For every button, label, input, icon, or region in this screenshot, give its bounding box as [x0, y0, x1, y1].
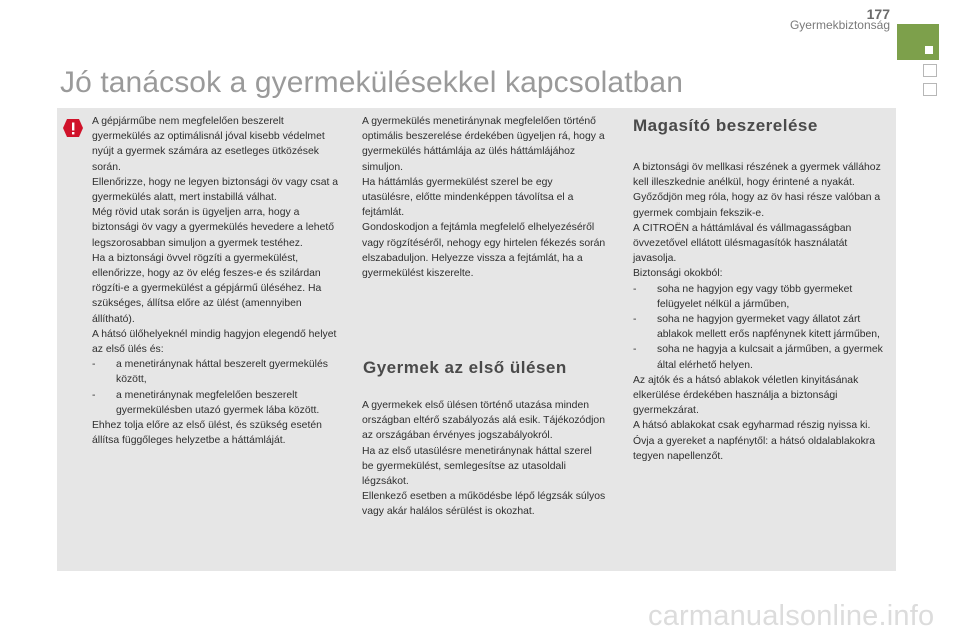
- paragraph: Ha háttámlás gyermekülést szerel be egy utasülésre, előtte mindenképpen távolítsa el a fejtámlát.: [362, 176, 574, 219]
- paragraph: Ellenőrizze, hogy ne legyen biztonsági öv vagy csat a gyermekülés alatt, mert instabillá válhat.: [92, 176, 339, 204]
- paragraph: A gépjárműbe nem megfelelően beszerelt gyermekülés az optimálisnál jóval kisebb védelmet nyújt a gyermek számára az esetleges ütközések során.: [92, 116, 325, 173]
- paragraph: Gondoskodjon a fejtámla megfelelő elhelyezéséről vagy rögzítéséről, nehogy egy hirtelen fékezés során elszabaduljon. Helyezze vissza a fejtámlát, ha a gyermekülést kiszerelte.: [362, 222, 606, 280]
- paragraph: Ha a biztonsági övvel rögzíti a gyermekülést, ellenőrizze, hogy az öv elég feszes-e és szilárdan rögzíti-e a gyermekülést a gépjármű üléséhez. Ha szükséges, állítsa előre az ülést (amennyiben állítható).: [92, 252, 322, 325]
- watermark: carmanualsonline.info: [648, 600, 935, 632]
- list-item: - a menetiránynak megfelelően beszerelt gyermekülésben utazó gyermek lába között.: [92, 389, 320, 416]
- paragraph: A gyermekülés menetiránynak megfelelően történő optimális beszerelése érdekében ügyeljen rá, hogy a gyermekülés háttámlája az ülés háttámlájához simuljon.: [362, 116, 605, 173]
- list-item: - a menetiránynak háttal beszerelt gyermekülés között,: [92, 359, 328, 386]
- column-1: [92, 114, 344, 448]
- nav-square-2[interactable]: [923, 83, 937, 96]
- page-number: 177: [866, 6, 890, 22]
- paragraph: Óvja a gyereket a napfénytől: a hátsó oldalablakokra tegyen napellenzőt.: [633, 435, 876, 462]
- page-title: Jó tanácsok a gyermekülésekkel kapcsolatban: [60, 66, 683, 99]
- list-item: - soha ne hagyja a kulcsait a járműben, a gyermek által elérhető helyen.: [633, 344, 883, 371]
- section-heading-front-seat: Gyermek az első ülésen: [363, 358, 567, 377]
- paragraph: Ellenkező esetben a működésbe lépő légzsák súlyos vagy akár halálos sérülést is okozhat.: [362, 491, 606, 518]
- paragraph: Még rövid utak során is ügyeljen arra, hogy a biztonsági öv vagy a gyermekülés hevedere a lehető legszorosabban simuljon a gyermek testéhez.: [92, 207, 335, 249]
- paragraph: A gyermekek első ülésen történő utazása minden országban eltérő szabályozás alá esik. Tájékozódjon az országában érvényes jogszabályokról.: [362, 400, 605, 442]
- list-item: - soha ne hagyjon gyermeket vagy állatot zárt ablakok mellett erős napfénynek kitett járműben,: [633, 314, 880, 341]
- paragraph: A hátsó ülőhelyeknél mindig hagyjon elegendő helyet az első ülés és:: [92, 328, 337, 356]
- subheading: Biztonsági okokból:: [633, 268, 723, 280]
- paragraph: A CITROËN a háttámlával és vállmagasságban övvezetővel ellátott ülésmagasítók használatát javasolja.: [633, 222, 852, 265]
- paragraph: Győződjön meg róla, hogy az öv hasi része valóban a gyermek combjain fekszik-e.: [633, 192, 881, 219]
- column-2-top: [362, 114, 606, 281]
- paragraph: A biztonsági öv mellkasi részének a gyermek vállához kell illeszkednie anélkül, hogy érintené a nyakát.: [633, 162, 881, 189]
- column-2-bottom: [362, 398, 606, 520]
- list-item: - soha ne hagyjon egy vagy több gyermeket felügyelet nélkül a járműben,: [633, 283, 853, 310]
- paragraph: Az ajtók és a hátsó ablakok véletlen kinyitásának elkerülése érdekében használja a biztonsági gyermekzárat.: [633, 374, 859, 417]
- paragraph: A hátsó ablakokat csak egyharmad részig nyissa ki.: [633, 420, 871, 432]
- section-tab[interactable]: [897, 24, 939, 60]
- paragraph: Ha az első utasülésre menetiránynak háttal szerel be gyermekülést, semlegesítse az utasoldali légzsákot.: [362, 445, 592, 488]
- nav-square-1[interactable]: [923, 64, 937, 77]
- warning-icon: [62, 118, 84, 138]
- section-name: Gyermekbiztonság: [789, 18, 890, 32]
- tab-square-icon: [925, 46, 933, 54]
- section-heading-booster: Magasító beszerelése: [633, 116, 818, 135]
- column-3: [633, 160, 885, 464]
- paragraph: Ehhez tolja előre az első ülést, és szükség esetén állítsa függőleges helyzetbe a háttámláját.: [92, 420, 322, 447]
